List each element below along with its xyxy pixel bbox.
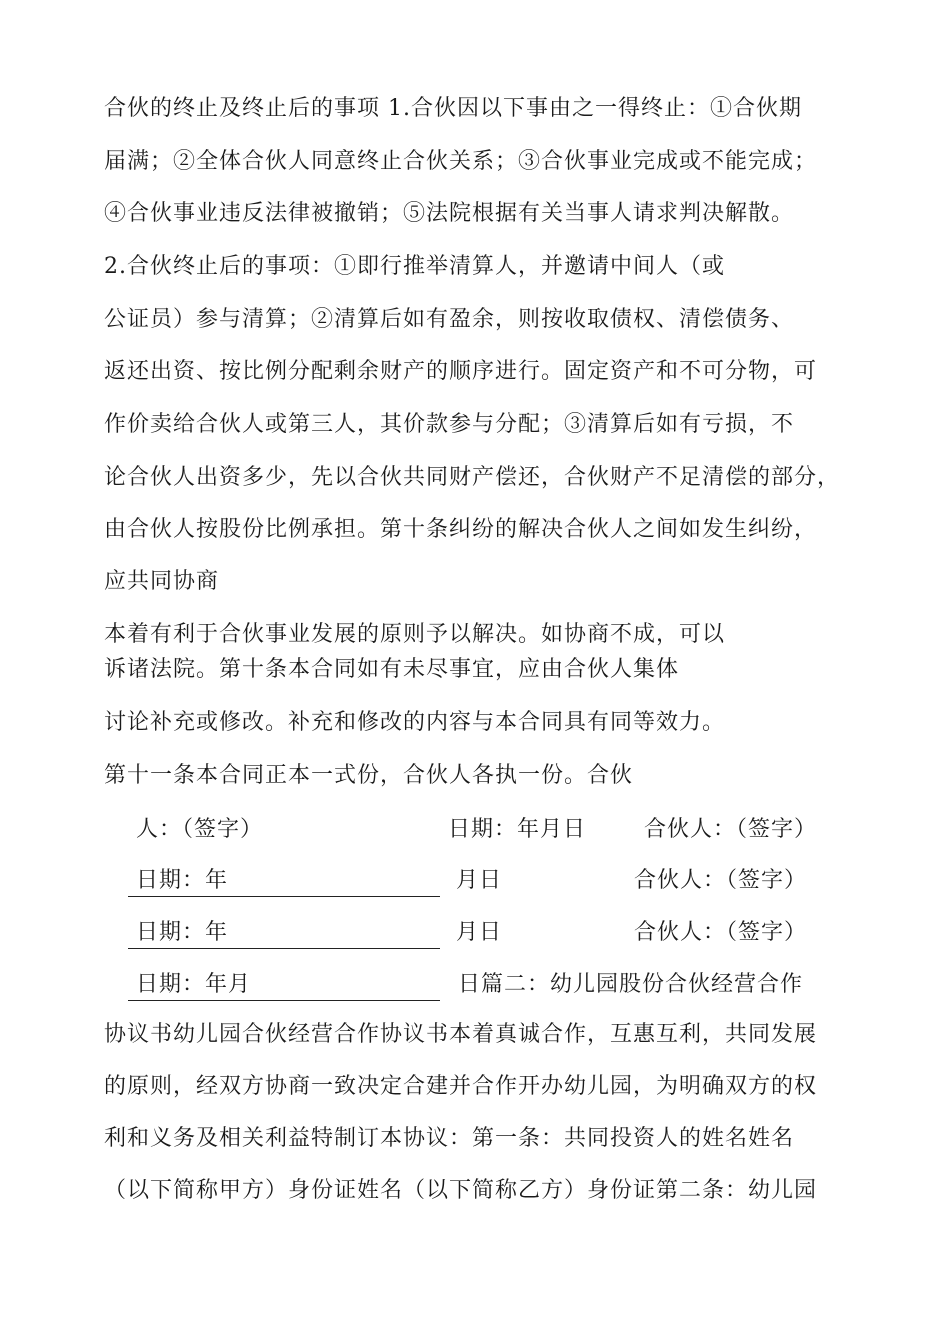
paragraph-line: 作价卖给合伙人或第三人，其价款参与分配；③清算后如有亏损，不 (104, 412, 795, 437)
date-label: 日篇二：幼儿园股份合伙经营合作 (458, 972, 804, 997)
date-label: 日期：年 (136, 868, 229, 893)
paragraph-line: 合伙的终止及终止后的事项 1.合伙因以下事由之一得终止：①合伙期 (104, 96, 802, 121)
paragraph-line: 2.合伙终止后的事项：①即行推举清算人，并邀请中间人（或 (104, 254, 725, 279)
paragraph-line: 协议书幼儿园合伙经营合作协议书本着真诚合作，互惠互利，共同发展 (104, 1022, 818, 1047)
partner-signature-label: 合伙人：（签字） (644, 817, 818, 842)
paragraph-line: 讨论补充或修改。补充和修改的内容与本合同具有同等效力。 (104, 710, 726, 735)
paragraph-line: 公证员）参与清算；②清算后如有盈余，则按收取债权、清偿债务、 (104, 307, 795, 332)
paragraph-line: 由合伙人按股份比例承担。第十条纠纷的解决合伙人之间如发生纠纷， (104, 517, 818, 542)
date-label: 日期：年月 (136, 972, 252, 997)
paragraph-line: 届满；②全体合伙人同意终止合伙关系；③合伙事业完成或不能完成； (104, 149, 818, 174)
paragraph-line: 返还出资、按比例分配剩余财产的顺序进行。固定资产和不可分物，可 (104, 359, 818, 384)
paragraph-line: 论合伙人出资多少，先以合伙共同财产偿还，合伙财产不足清偿的部分， (104, 465, 841, 490)
paragraph-line: 应共同协商 (104, 569, 220, 594)
date-label: 日期：年 (136, 920, 229, 945)
paragraph-line: 的原则，经双方协商一致决定合建并合作开办幼儿园，为明确双方的权 (104, 1074, 818, 1099)
paragraph-line: （以下简称甲方）身份证姓名（以下简称乙方）身份证第二条：幼儿园 (104, 1178, 818, 1203)
date-label: 月日 (456, 868, 503, 893)
paragraph-line: ④合伙事业违反法律被撤销；⑤法院根据有关当事人请求判决解散。 (104, 201, 795, 226)
signature-label: 人：（签字） (136, 817, 264, 842)
partner-signature-label: 合伙人：（签字） (634, 868, 808, 893)
paragraph-line: 第十一条本合同正本一式份，合伙人各执一份。合伙 (104, 763, 634, 788)
date-label: 日期：年月日 (448, 817, 587, 842)
paragraph-line: 利和义务及相关利益特制订本协议：第一条：共同投资人的姓名姓名 (104, 1126, 795, 1151)
partner-signature-label: 合伙人：（签字） (634, 920, 808, 945)
paragraph-line: 本着有利于合伙事业发展的原则予以解决。如协商不成，可以 (104, 622, 726, 647)
date-label: 月日 (456, 920, 503, 945)
paragraph-line: 诉诸法院。第十条本合同如有未尽事宜，应由合伙人集体 (104, 657, 680, 682)
